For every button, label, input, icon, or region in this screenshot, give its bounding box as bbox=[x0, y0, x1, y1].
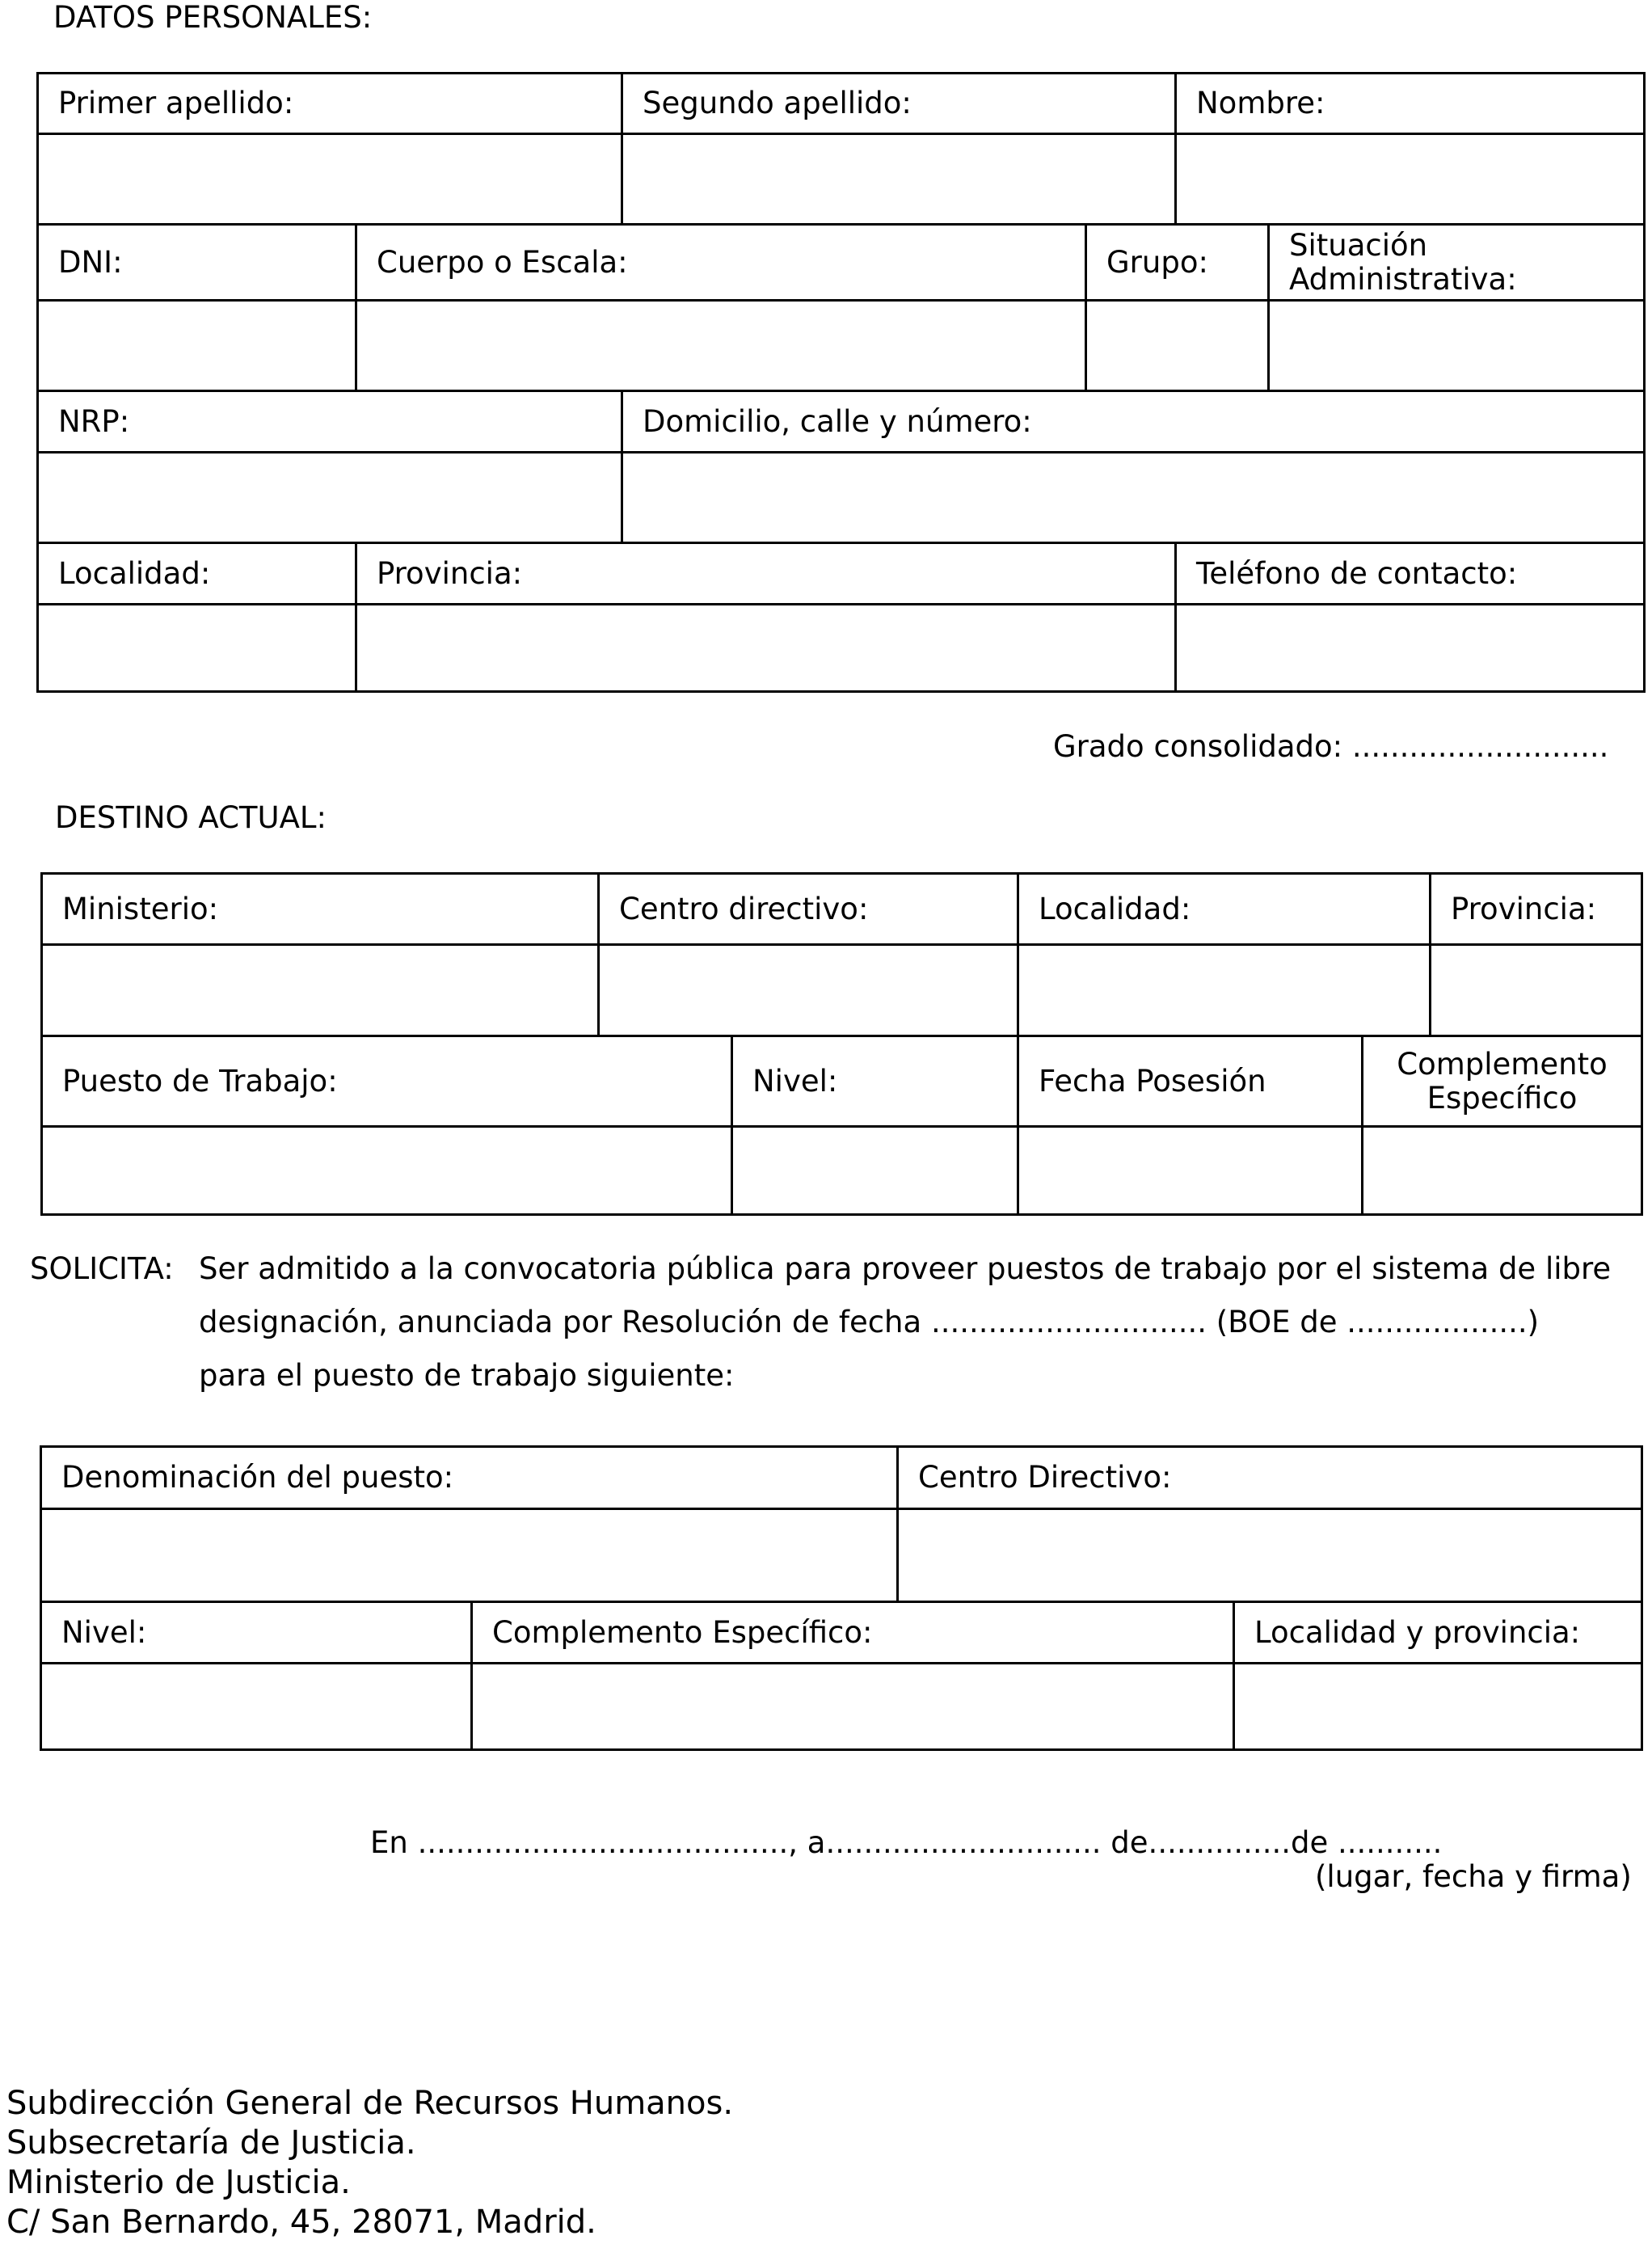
grupo-field[interactable] bbox=[1085, 302, 1267, 390]
solicita-line-3: para el puesto de trabajo siguiente: bbox=[199, 1358, 735, 1393]
solicita-line-1: Ser admitido a la convocatoria pública para proveer puestos de trabajo por el sistema de libre bbox=[199, 1251, 1612, 1286]
label-centro-directivo: Centro directivo: bbox=[619, 891, 869, 926]
label-localidad-provincia: Localidad y provincia: bbox=[1254, 1614, 1581, 1650]
centro-directivo-field[interactable] bbox=[597, 946, 1017, 1035]
label-nombre: Nombre: bbox=[1196, 86, 1325, 120]
label-centro-directivo-solicitado: Centro Directivo: bbox=[918, 1460, 1172, 1495]
solicita-line-2: designación, anunciada por Resolución de fecha ............................. (BOE de ...................) bbox=[199, 1305, 1540, 1339]
segundo-apellido-field[interactable] bbox=[621, 135, 1174, 223]
firma-line: En ......................................., a............................. de...............de ........... bbox=[370, 1825, 1443, 1860]
nrp-field[interactable] bbox=[39, 453, 621, 542]
complemento-especifico-solicitado-field[interactable] bbox=[470, 1664, 1233, 1748]
ministerio-field[interactable] bbox=[43, 946, 597, 1035]
firma-caption: (lugar, fecha y firma) bbox=[1315, 1859, 1632, 1894]
localidad-field[interactable] bbox=[39, 605, 355, 690]
primer-apellido-field[interactable] bbox=[39, 135, 621, 223]
fecha-posesion-field[interactable] bbox=[1017, 1128, 1361, 1213]
label-dni: DNI: bbox=[58, 244, 123, 280]
label-telefono: Teléfono de contacto: bbox=[1196, 555, 1518, 591]
provincia-field[interactable] bbox=[355, 605, 1174, 690]
label-nrp: NRP: bbox=[58, 403, 130, 439]
label-primer-apellido: Primer apellido: bbox=[58, 86, 294, 120]
label-localidad-destino: Localidad: bbox=[1039, 891, 1191, 926]
label-complemento-especifico-solicitado: Complemento Específico: bbox=[492, 1614, 873, 1650]
situacion-administrativa-field[interactable] bbox=[1267, 302, 1643, 390]
label-cuerpo-escala: Cuerpo o Escala: bbox=[377, 244, 628, 280]
provincia-destino-field[interactable] bbox=[1429, 946, 1641, 1035]
label-situacion-administrativa: Situación Administrativa: bbox=[1289, 227, 1517, 297]
label-nivel-destino: Nivel: bbox=[752, 1063, 838, 1099]
localidad-destino-field[interactable] bbox=[1017, 946, 1429, 1035]
footer-line-3: Ministerio de Justicia. bbox=[6, 2164, 351, 2201]
centro-directivo-solicitado-field[interactable] bbox=[896, 1510, 1641, 1601]
label-denominacion-puesto: Denominación del puesto: bbox=[61, 1460, 454, 1495]
label-provincia: Provincia: bbox=[377, 555, 523, 591]
label-nivel-solicitado: Nivel: bbox=[61, 1614, 147, 1650]
domicilio-field[interactable] bbox=[621, 453, 1643, 542]
label-localidad: Localidad: bbox=[58, 555, 211, 591]
nombre-field[interactable] bbox=[1174, 135, 1643, 223]
label-fecha-posesion: Fecha Posesión bbox=[1039, 1063, 1266, 1099]
section-heading-datos-personales: DATOS PERSONALES: bbox=[53, 0, 373, 35]
denominacion-puesto-field[interactable] bbox=[42, 1510, 896, 1601]
puesto-trabajo-field[interactable] bbox=[43, 1128, 731, 1213]
section-heading-destino-actual: DESTINO ACTUAL: bbox=[55, 800, 327, 835]
label-ministerio: Ministerio: bbox=[62, 891, 219, 926]
solicita-label: SOLICITA: bbox=[30, 1251, 174, 1286]
label-complemento-especifico-destino: Complemento Específico bbox=[1397, 1046, 1608, 1116]
label-domicilio: Domicilio, calle y número: bbox=[643, 403, 1032, 439]
nivel-solicitado-field[interactable] bbox=[42, 1664, 470, 1748]
nivel-destino-field[interactable] bbox=[731, 1128, 1017, 1213]
footer-line-1: Subdirección General de Recursos Humanos. bbox=[6, 2085, 734, 2122]
datos-personales-table bbox=[36, 72, 1646, 693]
label-grupo: Grupo: bbox=[1106, 244, 1208, 280]
cuerpo-escala-field[interactable] bbox=[355, 302, 1085, 390]
destino-actual-table bbox=[40, 872, 1643, 1216]
label-puesto-trabajo: Puesto de Trabajo: bbox=[62, 1063, 338, 1099]
puesto-solicitado-table bbox=[40, 1445, 1643, 1751]
localidad-provincia-field[interactable] bbox=[1233, 1664, 1641, 1748]
footer-line-2: Subsecretaría de Justicia. bbox=[6, 2124, 416, 2162]
label-provincia-destino: Provincia: bbox=[1451, 891, 1597, 926]
footer-line-4: C/ San Bernardo, 45, 28071, Madrid. bbox=[6, 2204, 596, 2241]
telefono-field[interactable] bbox=[1174, 605, 1643, 690]
label-segundo-apellido: Segundo apellido: bbox=[643, 86, 912, 120]
complemento-especifico-destino-field[interactable] bbox=[1361, 1128, 1641, 1213]
grado-consolidado: Grado consolidado: ........................... bbox=[1053, 729, 1609, 764]
dni-field[interactable] bbox=[39, 302, 355, 390]
